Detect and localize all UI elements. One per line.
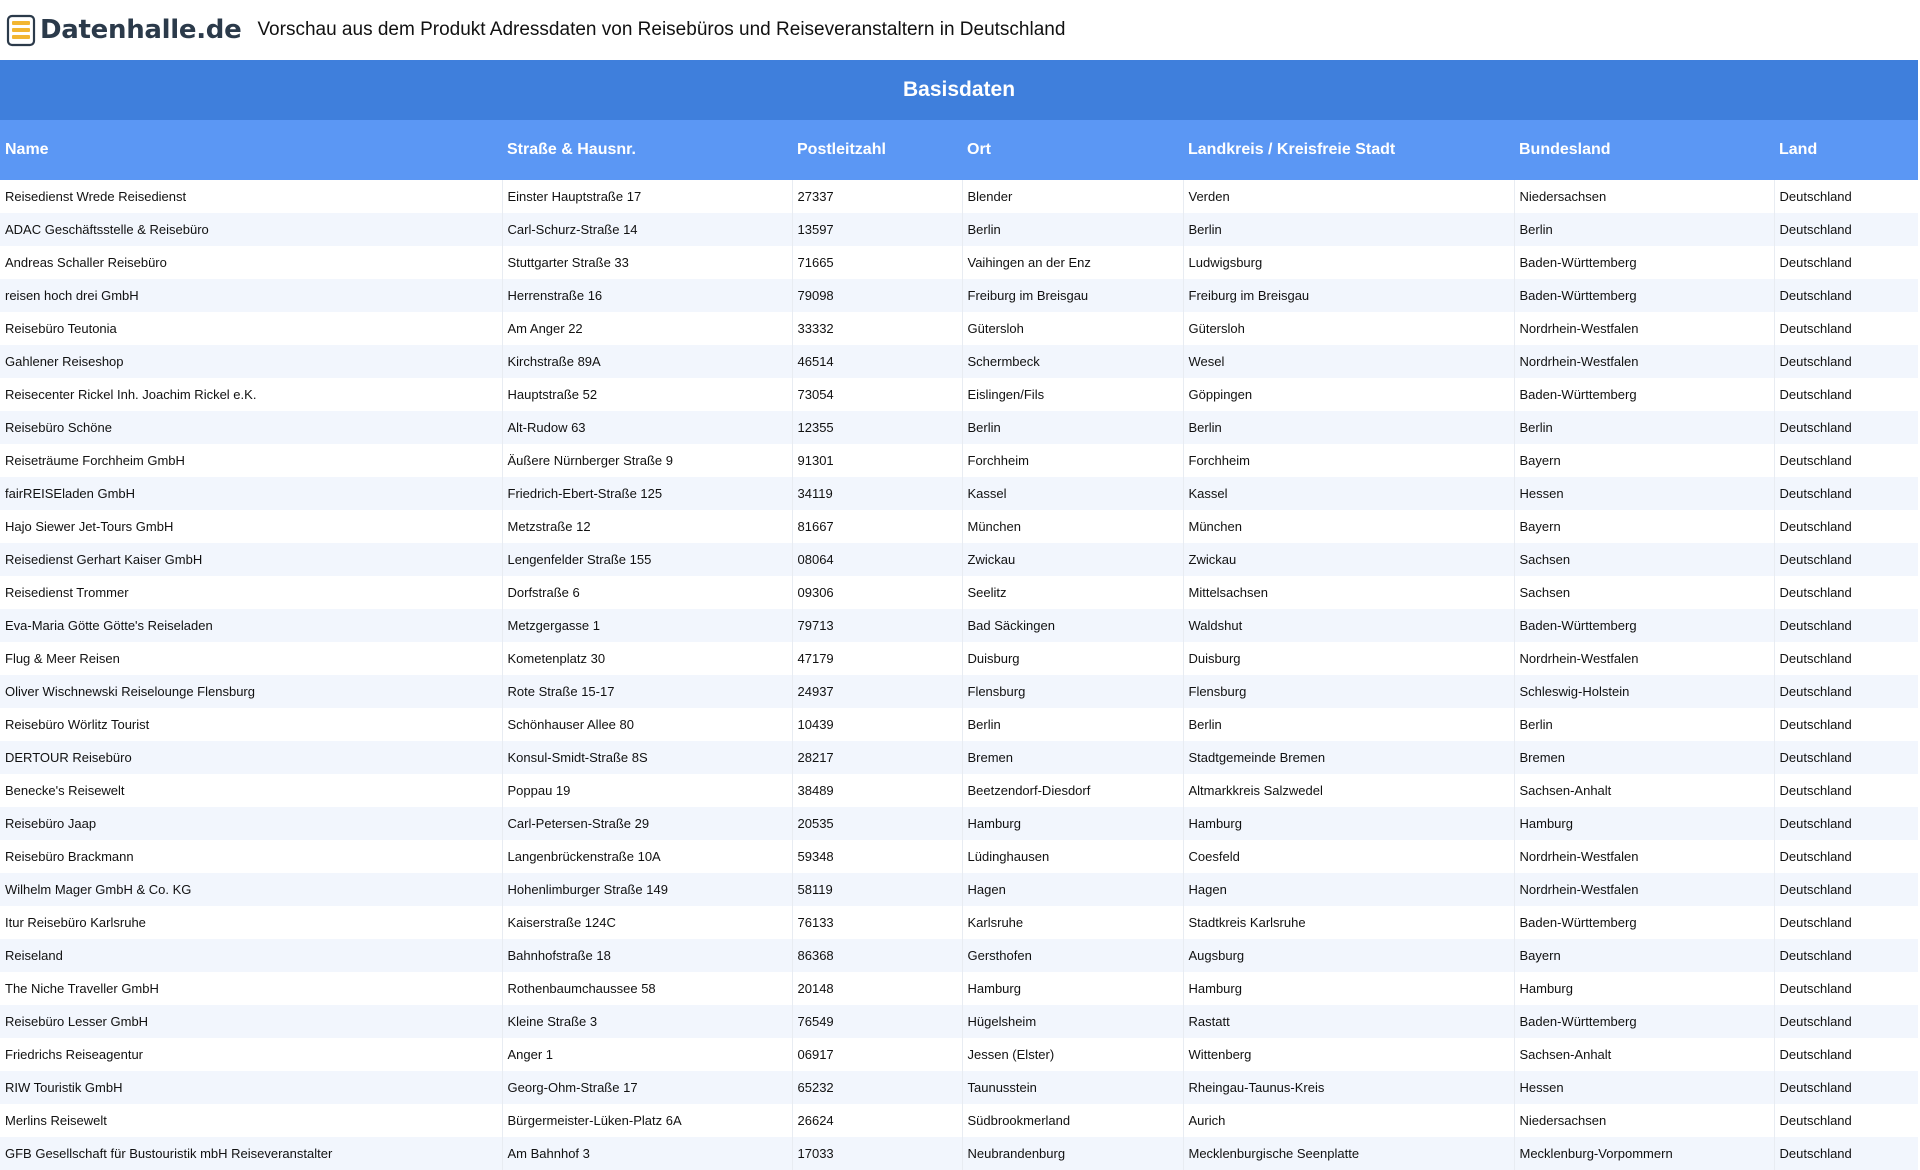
- cell-name: Reisebüro Teutonia: [0, 312, 502, 345]
- cell-street: Am Anger 22: [502, 312, 792, 345]
- table-row: [0, 246, 1918, 279]
- cell-city: Karlsruhe: [962, 906, 1183, 939]
- cell-name: Flug & Meer Reisen: [0, 642, 502, 675]
- cell-name: Merlins Reisewelt: [0, 1104, 502, 1137]
- cell-postal-code: 46514: [792, 345, 962, 378]
- cell-postal-code: 10439: [792, 708, 962, 741]
- cell-city: Berlin: [962, 411, 1183, 444]
- cell-street: Rote Straße 15-17: [502, 675, 792, 708]
- cell-city: Freiburg im Breisgau: [962, 279, 1183, 312]
- cell-postal-code: 09306: [792, 576, 962, 609]
- cell-street: Schönhauser Allee 80: [502, 708, 792, 741]
- table-row: [0, 774, 1918, 807]
- cell-street: Metzstraße 12: [502, 510, 792, 543]
- cell-country: Deutschland: [1774, 444, 1918, 477]
- cell-postal-code: 73054: [792, 378, 962, 411]
- column-header-district[interactable]: Landkreis / Kreisfreie Stadt: [1183, 120, 1514, 180]
- cell-street: Herrenstraße 16: [502, 279, 792, 312]
- cell-state: Mecklenburg-Vorpommern: [1514, 1137, 1774, 1170]
- table-row: [0, 1038, 1918, 1071]
- cell-state: Nordrhein-Westfalen: [1514, 840, 1774, 873]
- cell-postal-code: 12355: [792, 411, 962, 444]
- top-bar: [0, 0, 1920, 60]
- cell-state: Hessen: [1514, 1071, 1774, 1104]
- cell-postal-code: 27337: [792, 180, 962, 213]
- cell-city: Bremen: [962, 741, 1183, 774]
- cell-country: Deutschland: [1774, 807, 1918, 840]
- cell-state: Bremen: [1514, 741, 1774, 774]
- cell-city: Hagen: [962, 873, 1183, 906]
- cell-street: Rothenbaumchaussee 58: [502, 972, 792, 1005]
- cell-city: Lüdinghausen: [962, 840, 1183, 873]
- table-row: [0, 477, 1918, 510]
- column-header-state[interactable]: Bundesland: [1514, 120, 1774, 180]
- cell-district: Waldshut: [1183, 609, 1514, 642]
- cell-state: Berlin: [1514, 708, 1774, 741]
- cell-country: Deutschland: [1774, 246, 1918, 279]
- cell-country: Deutschland: [1774, 180, 1918, 213]
- column-header-row: [0, 120, 1918, 180]
- cell-street: Hohenlimburger Straße 149: [502, 873, 792, 906]
- cell-name: Friedrichs Reiseagentur: [0, 1038, 502, 1071]
- cell-city: Zwickau: [962, 543, 1183, 576]
- cell-city: Blender: [962, 180, 1183, 213]
- table-row: [0, 213, 1918, 246]
- table-row: [0, 675, 1918, 708]
- table-row: [0, 378, 1918, 411]
- cell-name: Reisedienst Trommer: [0, 576, 502, 609]
- column-header-country[interactable]: Land: [1774, 120, 1918, 180]
- cell-street: Stuttgarter Straße 33: [502, 246, 792, 279]
- table-row: [0, 1005, 1918, 1038]
- table-row: [0, 807, 1918, 840]
- cell-name: ADAC Geschäftsstelle & Reisebüro: [0, 213, 502, 246]
- cell-street: Carl-Petersen-Straße 29: [502, 807, 792, 840]
- cell-city: Beetzendorf-Diesdorf: [962, 774, 1183, 807]
- cell-city: München: [962, 510, 1183, 543]
- data-table-container: [0, 60, 1918, 1170]
- table-row: [0, 708, 1918, 741]
- cell-name: Eva-Maria Götte Götte's Reiseladen: [0, 609, 502, 642]
- logo-text: Datenhalle.de: [40, 15, 242, 45]
- cell-name: Reisecenter Rickel Inh. Joachim Rickel e.K.: [0, 378, 502, 411]
- cell-country: Deutschland: [1774, 1005, 1918, 1038]
- cell-state: Bayern: [1514, 510, 1774, 543]
- cell-city: Vaihingen an der Enz: [962, 246, 1183, 279]
- cell-country: Deutschland: [1774, 1104, 1918, 1137]
- table-row: [0, 642, 1918, 675]
- cell-district: Berlin: [1183, 213, 1514, 246]
- cell-street: Anger 1: [502, 1038, 792, 1071]
- table-body: [0, 180, 1918, 1170]
- cell-name: Wilhelm Mager GmbH & Co. KG: [0, 873, 502, 906]
- cell-country: Deutschland: [1774, 642, 1918, 675]
- cell-state: Sachsen: [1514, 543, 1774, 576]
- cell-name: RIW Touristik GmbH: [0, 1071, 502, 1104]
- cell-country: Deutschland: [1774, 279, 1918, 312]
- cell-city: Seelitz: [962, 576, 1183, 609]
- cell-street: Hauptstraße 52: [502, 378, 792, 411]
- cell-city: Gersthofen: [962, 939, 1183, 972]
- cell-country: Deutschland: [1774, 477, 1918, 510]
- cell-postal-code: 28217: [792, 741, 962, 774]
- table-row: [0, 972, 1918, 1005]
- cell-state: Hamburg: [1514, 972, 1774, 1005]
- cell-street: Carl-Schurz-Straße 14: [502, 213, 792, 246]
- cell-state: Baden-Württemberg: [1514, 1005, 1774, 1038]
- cell-city: Bad Säckingen: [962, 609, 1183, 642]
- cell-district: Hagen: [1183, 873, 1514, 906]
- cell-country: Deutschland: [1774, 345, 1918, 378]
- cell-street: Langenbrückenstraße 10A: [502, 840, 792, 873]
- cell-postal-code: 58119: [792, 873, 962, 906]
- cell-postal-code: 24937: [792, 675, 962, 708]
- cell-street: Kirchstraße 89A: [502, 345, 792, 378]
- cell-state: Hamburg: [1514, 807, 1774, 840]
- cell-district: Coesfeld: [1183, 840, 1514, 873]
- cell-state: Baden-Württemberg: [1514, 246, 1774, 279]
- cell-country: Deutschland: [1774, 576, 1918, 609]
- cell-name: Reisebüro Jaap: [0, 807, 502, 840]
- cell-name: Reisedienst Gerhart Kaiser GmbH: [0, 543, 502, 576]
- cell-state: Schleswig-Holstein: [1514, 675, 1774, 708]
- cell-postal-code: 71665: [792, 246, 962, 279]
- cell-district: Aurich: [1183, 1104, 1514, 1137]
- cell-country: Deutschland: [1774, 411, 1918, 444]
- cell-country: Deutschland: [1774, 675, 1918, 708]
- cell-name: fairREISEladen GmbH: [0, 477, 502, 510]
- cell-district: Duisburg: [1183, 642, 1514, 675]
- table-row: [0, 444, 1918, 477]
- cell-district: Altmarkkreis Salzwedel: [1183, 774, 1514, 807]
- table-row: [0, 906, 1918, 939]
- cell-name: Itur Reisebüro Karlsruhe: [0, 906, 502, 939]
- cell-district: Rastatt: [1183, 1005, 1514, 1038]
- table-row: [0, 279, 1918, 312]
- cell-state: Nordrhein-Westfalen: [1514, 312, 1774, 345]
- table-row: [0, 510, 1918, 543]
- table-row: [0, 873, 1918, 906]
- table-row: [0, 180, 1918, 213]
- cell-district: Verden: [1183, 180, 1514, 213]
- cell-street: Am Bahnhof 3: [502, 1137, 792, 1170]
- cell-postal-code: 79098: [792, 279, 962, 312]
- cell-district: Ludwigsburg: [1183, 246, 1514, 279]
- cell-district: Berlin: [1183, 411, 1514, 444]
- table-row: [0, 939, 1918, 972]
- cell-country: Deutschland: [1774, 972, 1918, 1005]
- column-header-city[interactable]: Ort: [962, 120, 1183, 180]
- cell-city: Hügelsheim: [962, 1005, 1183, 1038]
- cell-postal-code: 86368: [792, 939, 962, 972]
- data-table: [0, 60, 1918, 1170]
- cell-district: Rheingau-Taunus-Kreis: [1183, 1071, 1514, 1104]
- cell-state: Nordrhein-Westfalen: [1514, 873, 1774, 906]
- cell-street: Dorfstraße 6: [502, 576, 792, 609]
- cell-country: Deutschland: [1774, 378, 1918, 411]
- cell-country: Deutschland: [1774, 1038, 1918, 1071]
- cell-postal-code: 91301: [792, 444, 962, 477]
- cell-country: Deutschland: [1774, 213, 1918, 246]
- cell-state: Baden-Württemberg: [1514, 609, 1774, 642]
- database-icon: [6, 13, 36, 47]
- cell-city: Eislingen/Fils: [962, 378, 1183, 411]
- cell-country: Deutschland: [1774, 510, 1918, 543]
- cell-name: Reisebüro Wörlitz Tourist: [0, 708, 502, 741]
- cell-state: Baden-Württemberg: [1514, 279, 1774, 312]
- cell-state: Sachsen-Anhalt: [1514, 774, 1774, 807]
- cell-postal-code: 06917: [792, 1038, 962, 1071]
- cell-city: Taunusstein: [962, 1071, 1183, 1104]
- cell-district: Kassel: [1183, 477, 1514, 510]
- cell-street: Bahnhofstraße 18: [502, 939, 792, 972]
- cell-street: Kleine Straße 3: [502, 1005, 792, 1038]
- cell-district: Gütersloh: [1183, 312, 1514, 345]
- table-row: [0, 1104, 1918, 1137]
- cell-postal-code: 13597: [792, 213, 962, 246]
- cell-district: Hamburg: [1183, 807, 1514, 840]
- table-row: [0, 576, 1918, 609]
- cell-country: Deutschland: [1774, 939, 1918, 972]
- cell-city: Forchheim: [962, 444, 1183, 477]
- table-row: [0, 411, 1918, 444]
- cell-name: Reisedienst Wrede Reisedienst: [0, 180, 502, 213]
- cell-country: Deutschland: [1774, 312, 1918, 345]
- cell-country: Deutschland: [1774, 543, 1918, 576]
- cell-city: Kassel: [962, 477, 1183, 510]
- cell-country: Deutschland: [1774, 873, 1918, 906]
- cell-name: Reiseträume Forchheim GmbH: [0, 444, 502, 477]
- table-row: [0, 312, 1918, 345]
- cell-district: Freiburg im Breisgau: [1183, 279, 1514, 312]
- cell-street: Kometenplatz 30: [502, 642, 792, 675]
- cell-city: Duisburg: [962, 642, 1183, 675]
- table-row: [0, 840, 1918, 873]
- cell-street: Alt-Rudow 63: [502, 411, 792, 444]
- cell-street: Georg-Ohm-Straße 17: [502, 1071, 792, 1104]
- cell-street: Lengenfelder Straße 155: [502, 543, 792, 576]
- cell-state: Baden-Württemberg: [1514, 906, 1774, 939]
- cell-postal-code: 08064: [792, 543, 962, 576]
- cell-city: Berlin: [962, 708, 1183, 741]
- cell-name: Reisebüro Brackmann: [0, 840, 502, 873]
- cell-postal-code: 76133: [792, 906, 962, 939]
- column-header-postal-code[interactable]: Postleitzahl: [792, 120, 962, 180]
- table-row: [0, 543, 1918, 576]
- cell-state: Nordrhein-Westfalen: [1514, 345, 1774, 378]
- cell-country: Deutschland: [1774, 741, 1918, 774]
- table-row: [0, 1071, 1918, 1104]
- cell-state: Baden-Württemberg: [1514, 378, 1774, 411]
- cell-state: Niedersachsen: [1514, 1104, 1774, 1137]
- cell-street: Friedrich-Ebert-Straße 125: [502, 477, 792, 510]
- cell-street: Konsul-Smidt-Straße 8S: [502, 741, 792, 774]
- cell-name: Hajo Siewer Jet-Tours GmbH: [0, 510, 502, 543]
- cell-district: Berlin: [1183, 708, 1514, 741]
- cell-name: Andreas Schaller Reisebüro: [0, 246, 502, 279]
- cell-district: Wesel: [1183, 345, 1514, 378]
- cell-state: Niedersachsen: [1514, 180, 1774, 213]
- cell-district: Mecklenburgische Seenplatte: [1183, 1137, 1514, 1170]
- cell-name: GFB Gesellschaft für Bustouristik mbH Reiseveranstalter: [0, 1137, 502, 1170]
- cell-postal-code: 20148: [792, 972, 962, 1005]
- cell-street: Kaiserstraße 124C: [502, 906, 792, 939]
- cell-name: reisen hoch drei GmbH: [0, 279, 502, 312]
- cell-district: Flensburg: [1183, 675, 1514, 708]
- cell-state: Nordrhein-Westfalen: [1514, 642, 1774, 675]
- cell-country: Deutschland: [1774, 1071, 1918, 1104]
- cell-country: Deutschland: [1774, 1137, 1918, 1170]
- cell-street: Poppau 19: [502, 774, 792, 807]
- cell-district: Hamburg: [1183, 972, 1514, 1005]
- cell-state: Bayern: [1514, 939, 1774, 972]
- cell-district: Stadtkreis Karlsruhe: [1183, 906, 1514, 939]
- cell-country: Deutschland: [1774, 708, 1918, 741]
- cell-city: Jessen (Elster): [962, 1038, 1183, 1071]
- cell-postal-code: 34119: [792, 477, 962, 510]
- cell-street: Einster Hauptstraße 17: [502, 180, 792, 213]
- cell-name: Reisebüro Schöne: [0, 411, 502, 444]
- table-row: [0, 1137, 1918, 1170]
- cell-street: Äußere Nürnberger Straße 9: [502, 444, 792, 477]
- cell-district: Göppingen: [1183, 378, 1514, 411]
- cell-postal-code: 26624: [792, 1104, 962, 1137]
- table-row: [0, 741, 1918, 774]
- cell-city: Gütersloh: [962, 312, 1183, 345]
- cell-street: Metzgergasse 1: [502, 609, 792, 642]
- cell-postal-code: 59348: [792, 840, 962, 873]
- cell-city: Hamburg: [962, 807, 1183, 840]
- cell-district: Wittenberg: [1183, 1038, 1514, 1071]
- cell-postal-code: 38489: [792, 774, 962, 807]
- cell-city: Südbrookmerland: [962, 1104, 1183, 1137]
- cell-postal-code: 76549: [792, 1005, 962, 1038]
- cell-city: Schermbeck: [962, 345, 1183, 378]
- cell-name: Reisebüro Lesser GmbH: [0, 1005, 502, 1038]
- table-row: [0, 345, 1918, 378]
- cell-country: Deutschland: [1774, 609, 1918, 642]
- cell-postal-code: 33332: [792, 312, 962, 345]
- cell-state: Berlin: [1514, 411, 1774, 444]
- cell-country: Deutschland: [1774, 774, 1918, 807]
- group-header: Basisdaten: [0, 60, 1918, 120]
- cell-city: Berlin: [962, 213, 1183, 246]
- cell-country: Deutschland: [1774, 840, 1918, 873]
- cell-postal-code: 79713: [792, 609, 962, 642]
- cell-district: Stadtgemeinde Bremen: [1183, 741, 1514, 774]
- cell-city: Hamburg: [962, 972, 1183, 1005]
- cell-postal-code: 47179: [792, 642, 962, 675]
- cell-postal-code: 65232: [792, 1071, 962, 1104]
- cell-district: Zwickau: [1183, 543, 1514, 576]
- cell-name: Gahlener Reiseshop: [0, 345, 502, 378]
- column-header-name[interactable]: Name: [0, 120, 502, 180]
- cell-name: DERTOUR Reisebüro: [0, 741, 502, 774]
- cell-street: Bürgermeister-Lüken-Platz 6A: [502, 1104, 792, 1137]
- column-header-street[interactable]: Straße & Hausnr.: [502, 120, 792, 180]
- cell-country: Deutschland: [1774, 906, 1918, 939]
- cell-state: Hessen: [1514, 477, 1774, 510]
- cell-state: Bayern: [1514, 444, 1774, 477]
- page-title: Vorschau aus dem Produkt Adressdaten von Reisebüros und Reiseveranstaltern in Deutschland: [257, 19, 1066, 40]
- logo[interactable]: [6, 13, 241, 47]
- cell-name: Reiseland: [0, 939, 502, 972]
- table-row: [0, 609, 1918, 642]
- cell-state: Sachsen: [1514, 576, 1774, 609]
- cell-city: Neubrandenburg: [962, 1137, 1183, 1170]
- cell-district: Forchheim: [1183, 444, 1514, 477]
- cell-district: Augsburg: [1183, 939, 1514, 972]
- cell-city: Flensburg: [962, 675, 1183, 708]
- cell-state: Sachsen-Anhalt: [1514, 1038, 1774, 1071]
- cell-district: München: [1183, 510, 1514, 543]
- cell-postal-code: 17033: [792, 1137, 962, 1170]
- cell-district: Mittelsachsen: [1183, 576, 1514, 609]
- cell-postal-code: 81667: [792, 510, 962, 543]
- cell-name: Benecke's Reisewelt: [0, 774, 502, 807]
- cell-name: The Niche Traveller GmbH: [0, 972, 502, 1005]
- cell-state: Berlin: [1514, 213, 1774, 246]
- cell-name: Oliver Wischnewski Reiselounge Flensburg: [0, 675, 502, 708]
- cell-postal-code: 20535: [792, 807, 962, 840]
